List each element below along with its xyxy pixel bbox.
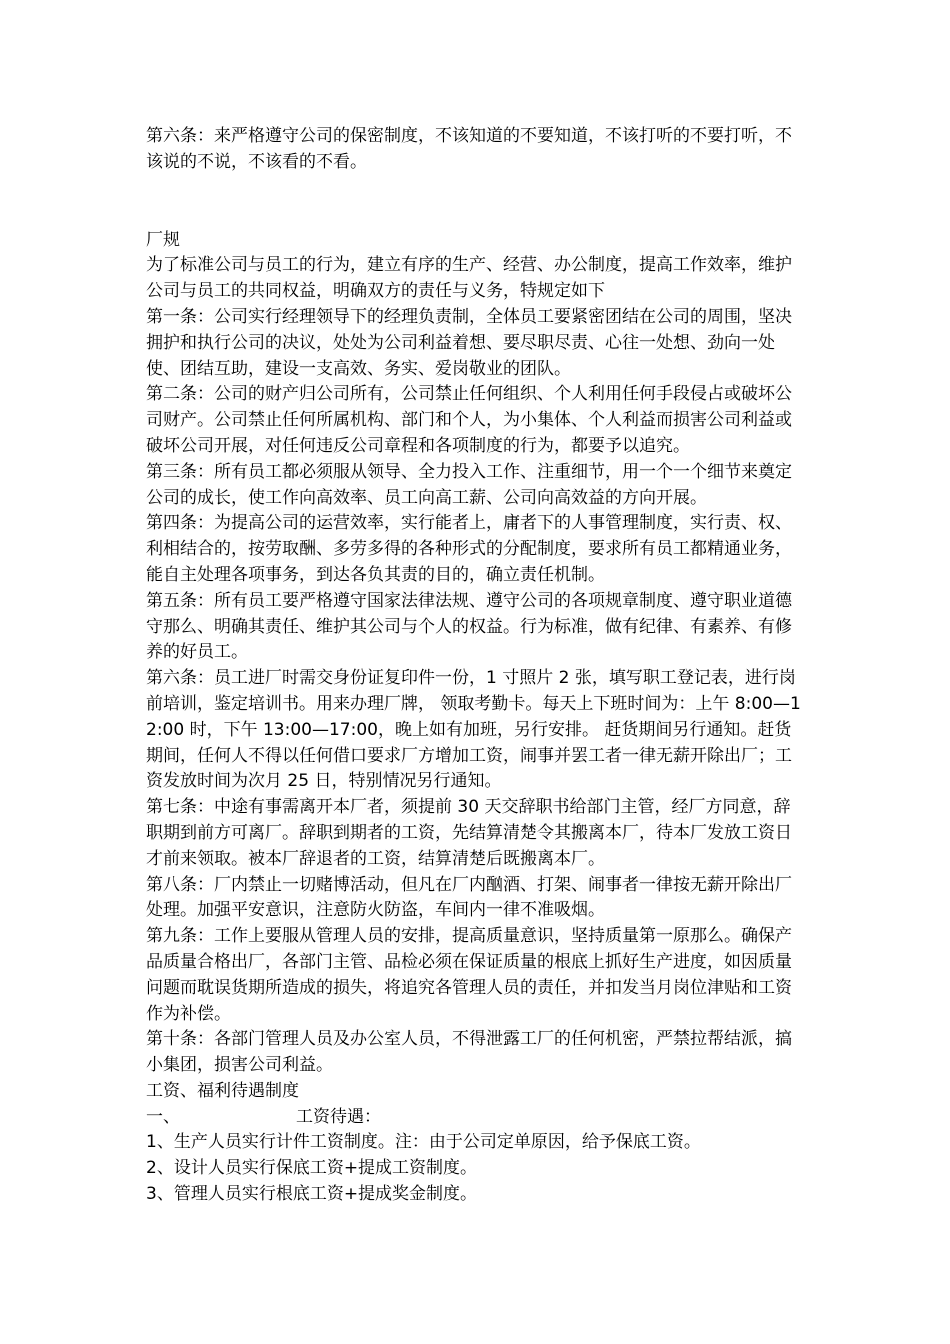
article-10: 第十条：各部门管理人员及办公室人员，不得泄露工厂的任何机密，严禁拉帮结派，搞小集团，损害公司利益。	[146, 1029, 792, 1076]
article-4: 第四条：为提高公司的运营效率，实行能者上，庸者下的人事管理制度，实行责、权、利相结合的，按劳取酬、多劳多得的各种形式的分配制度，要求所有员工都精通业务，能自主处理各项事务，到达各负其责的目的，确立责任机制。	[146, 513, 792, 585]
section-gap	[146, 176, 806, 228]
factory-rules-preface: 为了标准公司与员工的行为，建立有序的生产、经营、办公制度，提高工作效率，维护公司与员工的共同权益，明确双方的责任与义务，特规定如下	[146, 255, 792, 302]
document-body	[146, 124, 806, 1208]
article-8: 第八条：厂内禁止一切赌博活动，但凡在厂内酗酒、打架、闹事者一律按无薪开除出厂处理。加强平安意识，注意防火防盗，车间内一律不准吸烟。	[146, 874, 792, 921]
factory-rules-heading: 厂规	[146, 229, 180, 250]
article-9: 第九条：工作上要服从管理人员的安排，提高质量意识，坚持质量第一原那么。确保产品质量合格出厂，各部门主管、品检必须在保证质量的根底上抓好生产进度，如因质量问题而耽误货期所造成的损失，将追究各管理人员的责任，并扣发当月岗位津贴和工资作为补偿。	[146, 926, 792, 1024]
wages-section-title	[146, 1105, 806, 1131]
wage-item-1: 1、生产人员实行计件工资制度。注：由于公司定单原因，给予保底工资。	[146, 1132, 701, 1153]
article-6: 第六条：员工进厂时需交身份证复印件一份，1 寸照片 2 张，填写职工登记表，进行岗前培训，鉴定培训书。用来办理厂牌， 领取考勤卡。每天上下班时间为：上午 8:00—12:00 时，下午 13:00—17:00，晚上如有加班，另行安排。 赶货期间另行通知。赶货期间，任何人不得以任何借口要求厂方增加工资，闹事并罢工者一律无薪开除出厂；工资发放时间为次月 25 日，特别情况另行通知。	[146, 668, 801, 792]
section-number: 一、	[146, 1106, 180, 1127]
wages-heading: 工资、福利待遇制度	[146, 1080, 299, 1101]
article-3: 第三条：所有员工都必须服从领导、全力投入工作、注重细节，用一个一个细节来奠定公司的成长，使工作向高效率、员工向高工薪、公司向高效益的方向开展。	[146, 461, 792, 508]
article-1: 第一条：公司实行经理领导下的经理负责制，全体员工要紧密团结在公司的周围，坚决拥护和执行公司的决议，处处为公司利益着想、要尽职尽责、心往一处想、劲向一处使、团结互助，建设一支高效、务实、爱岗敬业的团队。	[146, 306, 792, 379]
article-2: 第二条：公司的财产归公司所有，公司禁止任何组织、个人利用任何手段侵占或破坏公司财产。公司禁止任何所属机构、部门和个人，为小集体、个人利益而损害公司利益或破坏公司开展，对任何违反公司章程和各项制度的行为，都要予以追究。	[146, 384, 792, 456]
wage-item-2: 2、设计人员实行保底工资+提成工资制度。	[146, 1158, 478, 1179]
intro-article: 第六条：来严格遵守公司的保密制度，不该知道的不要知道，不该打听的不要打听，不该说的不说，不该看的不看。	[146, 126, 792, 172]
section-title: 工资待遇：	[296, 1106, 381, 1127]
wage-item-3: 3、管理人员实行根底工资+提成奖金制度。	[146, 1184, 478, 1205]
article-7: 第七条：中途有事需离开本厂者，须提前 30 天交辞职书给部门主管，经厂方同意，辞职期到前方可离厂。辞职到期者的工资，先结算清楚令其搬离本厂，待本厂发放工资日才前来领取。被本厂辞退者的工资，结算清楚后既搬离本厂。	[146, 797, 792, 869]
article-5: 第五条：所有员工要严格遵守国家法律法规、遵守公司的各项规章制度、遵守职业道德守那么、明确其责任、维护其公司与个人的权益。行为标准，做有纪律、有素养、有修养的好员工。	[146, 590, 792, 663]
